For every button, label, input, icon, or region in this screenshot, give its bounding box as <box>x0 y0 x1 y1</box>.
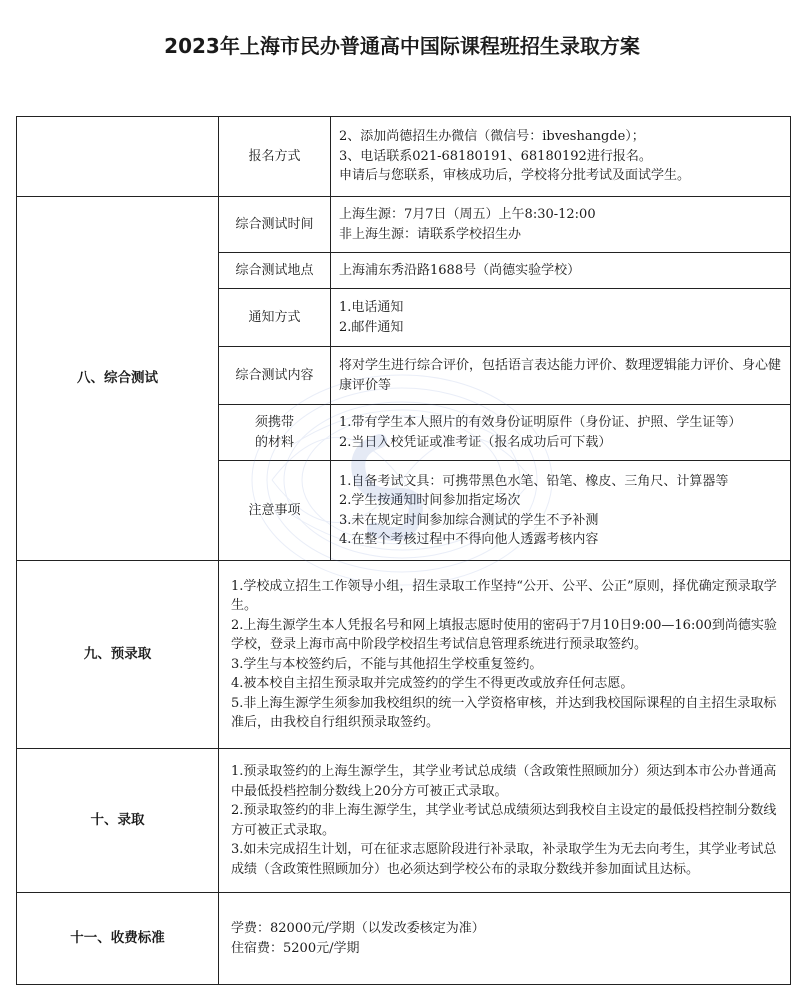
value-line: 2.上海生源学生本人凭报名号和网上填报志愿时使用的密码于7月10日9:00—16:00到尚德实验学校，登录上海市高中阶段学校招生考试信息管理系统进行预录取签约。 <box>231 617 777 652</box>
value-line: 2.邮件通知 <box>339 319 404 335</box>
value-line: 2.预录取签约的非上海生源学生，其学业考试总成绩须达到我校自主设定的最低投档控制分数线方可被正式录取。 <box>231 803 777 838</box>
row-value <box>331 347 791 405</box>
row-label: 注意事项 <box>219 461 331 561</box>
row-label <box>219 405 331 461</box>
value-line: 上海生源：7月7日（周五）上午8:30-12:00 <box>339 207 596 222</box>
page-title: 2023年上海市民办普通高中国际课程班招生录取方案 <box>164 34 640 58</box>
section11-value <box>219 893 791 985</box>
value-line: 住宿费：5200元/学期 <box>231 940 360 956</box>
row-label: 综合测试时间 <box>219 197 331 253</box>
row-label: 通知方式 <box>219 289 331 347</box>
label-line: 的材料 <box>254 434 294 450</box>
row-label: 综合测试地点 <box>219 253 331 289</box>
value-line: 3.学生与本校签约后，不能与其他招生学校重复签约。 <box>231 656 543 672</box>
section11-label: 十一、收费标准 <box>17 893 219 985</box>
value-line: 4.在整个考核过程中不得向他人透露考核内容 <box>339 532 599 547</box>
section9-label: 九、预录取 <box>17 561 219 749</box>
signup-value <box>331 117 791 197</box>
value-line: 1.带有学生本人照片的有效身份证明原件（身份证、护照、学生证等） <box>339 415 742 430</box>
section9-value <box>219 561 791 749</box>
signup-line: 3、电话联系021-68180191、68180192进行报名。 <box>339 148 652 164</box>
value-line: 2.学生按通知时间参加指定场次 <box>339 493 521 508</box>
value-line: 将对学生进行综合评价，包括语言表达能力评价、数理逻辑能力评价、身心健康评价等 <box>339 358 782 393</box>
signup-line: 申请后与您联系，审核成功后，学校将分批考试及面试学生。 <box>339 168 691 184</box>
section-cell-empty <box>17 117 219 197</box>
row-value <box>331 197 791 253</box>
section10-value <box>219 749 791 893</box>
admission-row <box>17 749 791 893</box>
admission-table <box>16 116 791 985</box>
row-label: 综合测试内容 <box>219 347 331 405</box>
section8-label: 八、综合测试 <box>17 197 219 561</box>
value-line: 上海浦东秀沿路1688号（尚德实验学校） <box>339 262 581 278</box>
test-time-row <box>17 197 791 253</box>
row-value <box>331 289 791 347</box>
value-line: 5.非上海生源学生须参加我校组织的统一入学资格审核，并达到我校国际课程的自主招生录取标准后，由我校自行组织预录取签约。 <box>231 695 777 730</box>
value-line: 非上海生源：请联系学校招生办 <box>339 226 522 242</box>
row-value <box>331 253 791 289</box>
signup-row <box>17 117 791 197</box>
value-line: 1.预录取签约的上海生源学生，其学业考试总成绩（含政策性照顾加分）须达到本市公办普通高中最低投档控制分数线上20分方可被正式录取。 <box>231 764 777 799</box>
value-line: 1.自备考试文具：可携带黑色水笔、铅笔、橡皮、三角尺、计算器等 <box>339 473 729 489</box>
value-line: 1.电话通知 <box>339 300 404 315</box>
value-line: 2.当日入校凭证或准考证（报名成功后可下载） <box>339 434 612 450</box>
value-line: 3.如未完成招生计划，可在征求志愿阶段进行补录取，补录取学生为无去向考生，其学业考试总成绩（含政策性照顾加分）也必须达到学校公布的录取分数线并参加面试且达标。 <box>231 842 777 877</box>
value-line: 学费：82000元/学期（以发改委核定为准） <box>231 921 485 936</box>
pre-admission-row <box>17 561 791 749</box>
label-line: 须携带 <box>254 415 294 430</box>
fees-row <box>17 893 791 985</box>
section10-label: 十、录取 <box>17 749 219 893</box>
signup-label: 报名方式 <box>219 117 331 197</box>
signup-line: 2、添加尚德招生办微信（微信号：ibveshangde）； <box>339 129 645 145</box>
value-line: 4.被本校自主招生预录取并完成签约的学生不得更改或放弃任何志愿。 <box>231 676 634 691</box>
row-value <box>331 405 791 461</box>
row-value <box>331 461 791 561</box>
value-line: 3.未在规定时间参加综合测试的学生不予补测 <box>339 512 599 528</box>
value-line: 1.学校成立招生工作领导小组，招生录取工作坚持“公开、公平、公正”原则，择优确定预录取学生。 <box>231 578 777 613</box>
